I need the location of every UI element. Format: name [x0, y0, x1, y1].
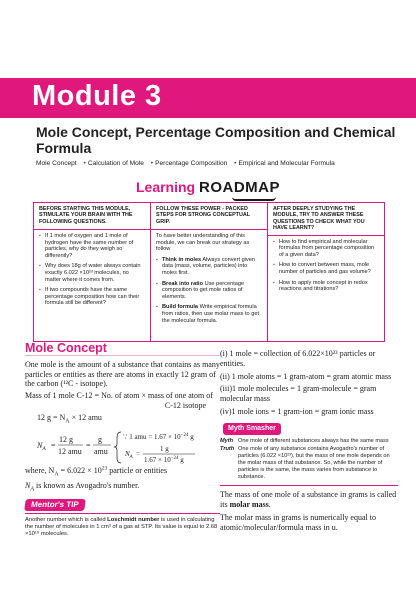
topic-list [36, 160, 406, 167]
svg-text:=: = [136, 450, 140, 459]
roadmap-column-after [267, 203, 384, 341]
truth-text: One mole of any substance contains Avogadro's number of particles (6.022 ×10²³), but the mass of one mole depends on the molar mass of that substance. So, while the number of particles is the same, the mass varies from substance to substance. [238, 446, 390, 480]
bullet-icon: • [150, 160, 154, 167]
list-item: ▪ If 1 mole of oxygen and 1 mole of hydrogen have the same number of particles, why do they weigh so differently? [39, 233, 145, 259]
roadmap-column-before [34, 203, 150, 341]
mass-definition: Mass of 1 mole C-12 = No. of atom × mass of one atom of [25, 391, 213, 401]
roadmap-column-heading: BEFORE STARTING THIS MODULE, STIMULATE YOUR BRAIN WITH THE FOLLOWING QUESTIONS. [34, 206, 150, 230]
fraction-numerator: 12 g [59, 435, 73, 445]
module-subtitle: Mole Concept, Percentage Composition and Chemical Formula [36, 124, 396, 156]
left-column [25, 341, 220, 538]
section-heading: Mole Concept [25, 344, 220, 356]
na-symbol: $N_A$ [37, 441, 46, 453]
topic-item: Calculation of Mole [87, 160, 144, 167]
mole-fact: (ii) 1 mole atoms = 1 gram-atom = gram atomic mass [220, 371, 392, 381]
myth-text: One mole of different substances always has the same mass [238, 437, 389, 444]
roadmap-title-roadmap: ROADMAP [199, 179, 280, 196]
fraction-denominator: amu [94, 447, 108, 457]
right-column [220, 349, 398, 533]
svg-text:=: = [86, 441, 91, 451]
molar-mass-paragraph: The mass of one mole of a substance in grams is called its molar mass. [220, 490, 397, 510]
amu-conversion: ∵ 1 amu = $1.67 \times 10^{-24}$ g [123, 433, 194, 442]
fraction-denominator: 12 amu [58, 447, 82, 457]
roadmap-column-heading: FOLLOW THESE POWER - PACKED STEPS FOR STRONG CONCEPTUAL GRIP. [151, 206, 267, 230]
svg-text:NA: $N_A$ [125, 450, 133, 461]
roadmap-column-steps [150, 203, 267, 341]
roadmap-intro: To have better understanding of this module, we can break our strategy as follow [156, 233, 250, 253]
myth-smasher-box [220, 438, 398, 487]
roadmap-title-learning: Learning [135, 179, 196, 195]
fraction-denominator: $1.67 \times 10^{-24}$ g [144, 456, 184, 465]
myth-smasher-badge: Myth Smasher [223, 423, 281, 435]
mole-fact: (i) 1 mole = collection of 6.022×10²³ particles or entities. [220, 349, 376, 368]
list-item: ▪ Why does 18g of water always contain exactly 6.022 ×10²³ molecules, no matter where it comes from. [39, 263, 145, 283]
myth-tag: Myth [220, 437, 234, 444]
truth-tag: Truth [220, 446, 235, 453]
mentor-tip-box: Another number which is called Loschmidt number is used in calculating the number of molecules in 1 cm³ of a gas at STP. Its value is equal to 2.68 ×10¹⁹ molecules. [25, 513, 220, 538]
equation-1: 12 $g = N_A \times 12$ amu [37, 412, 102, 425]
road-curve-icon [232, 197, 276, 201]
list-item: ▪ How to apply mole concept in redox reactions and titrations? [273, 280, 379, 293]
mole-fact: (iii)1 mole molecules = 1 gram-molecule = gram molecular mass [220, 384, 377, 404]
svg-text:=: = [51, 441, 56, 451]
list-item: ▪ How to find empirical and molecular formulas from percentage composition of a given data? [273, 239, 379, 259]
where-line: where, $N_A = 6.022 \times 10^{23}$ particle or entities [25, 465, 168, 478]
list-item: ▪ Think in moles Always convert given data (mass, volume, particles) into moles first. [156, 257, 262, 277]
roadmap-box [33, 202, 385, 342]
c12-label: C-12 isotope [164, 400, 206, 410]
fraction-numerator: g [98, 435, 102, 445]
roadmap-title [0, 179, 416, 196]
topic-item: Percentage Composition [155, 160, 228, 167]
bullet-icon: • [234, 160, 237, 167]
truth-row [220, 446, 398, 480]
bullet-icon: • [83, 160, 86, 167]
list-item: ▪ Break into ratio Use percentage composition to get mole ratios of elements. [156, 281, 262, 301]
list-item: ▪ How to convert between mass, mole number of particles and gas volume? [273, 262, 379, 275]
molar-mass-paragraph-2: The molar mass in grams is numerically equal to atomic/molecular/formula mass in u. [220, 512, 376, 532]
myth-row [220, 438, 398, 445]
list-item: ▪ If two compounds have the same percentage composition how can their formula still be different? [39, 287, 145, 307]
roadmap-column-heading: AFTER DEEPLY STUDYING THE MODULE, TRY TO ANSWER THESE QUESTIONS TO CHECK WHAT YOU HAVE LEARNT? [268, 206, 384, 236]
brace-icon [114, 432, 121, 463]
topic-item: Mole Concept [36, 160, 77, 167]
avogadro-derivation [25, 428, 220, 466]
mentor-tip-badge: Mentor's TIP [24, 499, 85, 511]
fraction-numerator: 1 g [160, 445, 169, 454]
module-title: Module 3 [32, 80, 162, 112]
avogadro-line: $N_A$ is known as Avogadro's number. [25, 480, 140, 493]
topic-item: Empirical and Molecular Formula [238, 160, 335, 167]
definition-paragraph: One mole is the amount of a substance that contains as many particles or entities as there are atoms in exactly 12 gram of the carbon (¹²C - isotope). [25, 359, 220, 389]
mole-fact: (iv)1 mole ions = 1 gram-ion = gram ionic mass [220, 406, 374, 416]
list-item: ▪ Build formula Write empirical formula from ratios, then use molar mass to get the molecular formula. [156, 304, 262, 324]
